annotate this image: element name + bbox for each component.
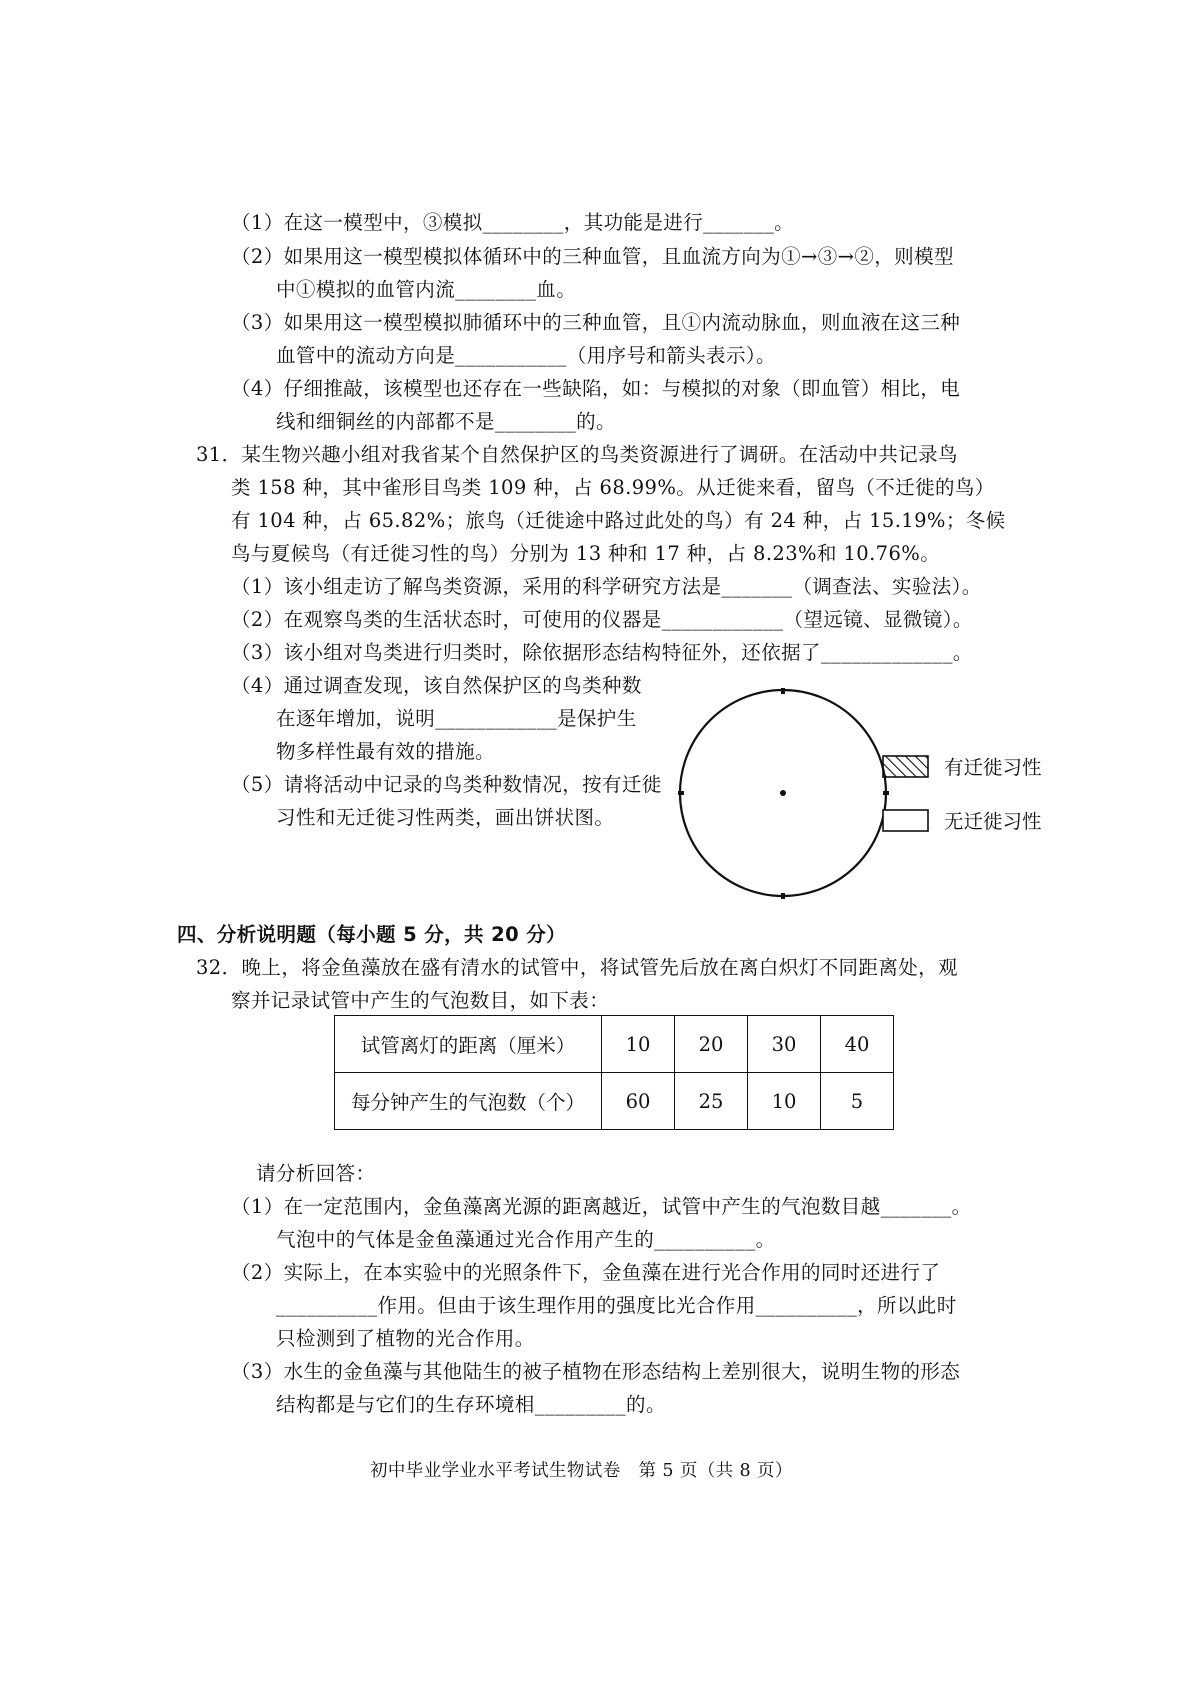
table-cell: 30 <box>748 1016 821 1073</box>
q32-sub2-line1: （2）实际上，在本实验中的光照条件下，金鱼藻在进行光合作用的同时还进行了 <box>231 1261 941 1284</box>
table-cell: 25 <box>675 1073 748 1130</box>
legend-swatch-hatched <box>883 756 928 777</box>
q31-sub1: （1）该小组走访了解鸟类资源，采用的科学研究方法是_______（调查法、实验法）。 <box>231 575 982 598</box>
table-row-label: 每分钟产生的气泡数（个） <box>335 1073 602 1130</box>
table-cell: 40 <box>821 1016 894 1073</box>
q31-sub4-line1: （4）通过调查发现，该自然保护区的鸟类种数 <box>231 674 642 697</box>
q31-sub4-line2: 在逐年增加，说明____________是保护生 <box>276 707 637 730</box>
legend-swatch-blank <box>883 810 928 831</box>
q30-sub1: （1）在这一模型中，③模拟________，其功能是进行_______。 <box>231 211 795 234</box>
q31-sub3: （3）该小组对鸟类进行归类时，除依据形态结构特征外，还依据了_____________。 <box>231 641 973 664</box>
q31-sub5-line1: （5）请将活动中记录的鸟类种数情况，按有迁徙 <box>231 773 662 796</box>
q31-stem-line3: 有 104 种，占 65.82%；旅鸟（迁徙途中路过此处的鸟）有 24 种，占 15.19%；冬候 <box>231 509 1006 532</box>
q32-stem-line2: 察并记录试管中产生的气泡数目，如下表： <box>231 989 610 1012</box>
q30-sub2-line1: （2）如果用这一模型模拟体循环中的三种血管，且血流方向为①→③→②，则模型 <box>231 245 954 268</box>
q31-stem-line2: 类 158 种，其中雀形目鸟类 109 种，占 68.99%。从迁徙来看，留鸟（不迁徙的鸟） <box>231 476 995 499</box>
q32-sub1-line2: 气泡中的气体是金鱼藻通过光合作用产生的__________。 <box>276 1228 776 1251</box>
q31-sub5-line2: 习性和无迁徙习性两类，画出饼状图。 <box>276 806 615 829</box>
legend-label-non-migratory: 无迁徙习性 <box>944 810 1042 833</box>
q30-sub3-line1: （3）如果用这一模型模拟肺循环中的三种血管，且①内流动脉血，则血液在这三种 <box>231 311 961 334</box>
q30-sub3-line2: 血管中的流动方向是___________（用序号和箭头表示）。 <box>276 344 776 367</box>
table-cell: 60 <box>602 1073 675 1130</box>
table-cell: 20 <box>675 1016 748 1073</box>
data-table <box>334 1015 894 1130</box>
q32-sub3-line1: （3）水生的金鱼藻与其他陆生的被子植物在形态结构上差别很大，说明生物的形态 <box>231 1360 961 1383</box>
q32-sub1-line1: （1）在一定范围内，金鱼藻离光源的距离越近，试管中产生的气泡数目越_______。 <box>231 1195 972 1218</box>
table-row-label: 试管离灯的距离（厘米） <box>335 1016 602 1073</box>
q32-stem-line1: 32．晚上，将金鱼藻放在盛有清水的试管中，将试管先后放在离白炽灯不同距离处，观 <box>196 956 958 979</box>
q30-sub4-line1: （4）仔细推敲，该模型也还存在一些缺陷，如：与模拟的对象（即血管）相比，电 <box>231 377 961 400</box>
q31-sub4-line3: 物多样性最有效的措施。 <box>276 740 495 763</box>
circle-center-dot <box>780 790 786 796</box>
q31-stem-line4: 鸟与夏候鸟（有迁徙习性的鸟）分别为 13 种和 17 种，占 8.23%和 10.76%。 <box>231 542 941 565</box>
q31-stem-line1: 31．某生物兴趣小组对我省某个自然保护区的鸟类资源进行了调研。在活动中共记录鸟 <box>196 443 958 466</box>
blank-pie-circle <box>678 688 889 899</box>
q32-sub2-line2: __________作用。但由于该生理作用的强度比光合作用__________，所以此时 <box>276 1294 957 1317</box>
table-cell: 10 <box>602 1016 675 1073</box>
table-cell: 5 <box>821 1073 894 1130</box>
q31-sub2: （2）在观察鸟类的生活状态时，可使用的仪器是____________（望远镜、显微镜）。 <box>231 608 973 631</box>
table-row <box>335 1016 894 1073</box>
q32-sub2-line3: 只检测到了植物的光合作用。 <box>276 1327 535 1350</box>
table-row <box>335 1073 894 1130</box>
q30-sub4-line2: 线和细铜丝的内部都不是________的。 <box>276 410 616 433</box>
legend <box>883 756 1042 833</box>
q32-sub3-line2: 结构都是与它们的生存环境相_________的。 <box>276 1393 666 1416</box>
q32-prompt: 请分析回答： <box>256 1162 376 1185</box>
section-heading: 四、分析说明题（每小题 5 分，共 20 分） <box>177 923 567 946</box>
legend-label-migratory: 有迁徙习性 <box>944 756 1042 779</box>
page-footer: 初中毕业学业水平考试生物试卷 第 5 页（共 8 页） <box>370 1461 793 1481</box>
q30-sub2-line2: 中①模拟的血管内流________血。 <box>276 278 577 301</box>
table-cell: 10 <box>748 1073 821 1130</box>
